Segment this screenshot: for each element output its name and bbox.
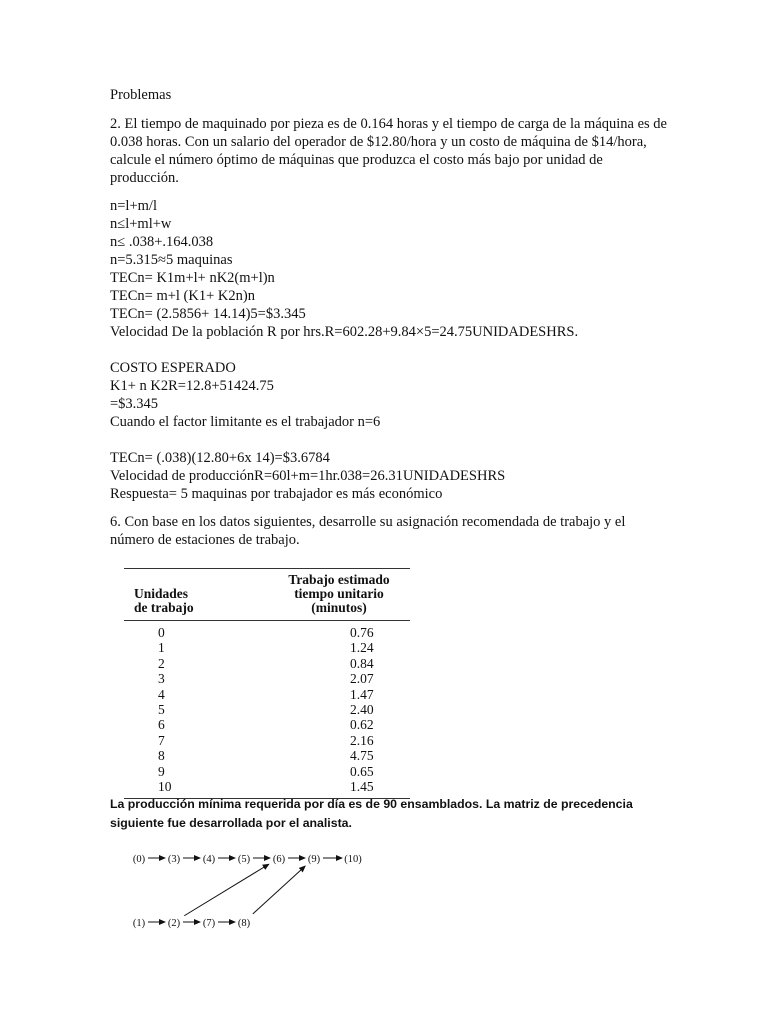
solution-line: Velocidad De la población R por hrs.R=602.28+9.84×5=24.75UNIDADESHRS. xyxy=(110,324,579,340)
unit-cell: 4 xyxy=(158,686,165,702)
diagram-node: (0) xyxy=(132,854,146,865)
table-row xyxy=(124,764,410,779)
production-note: La producción mínima requerida por día es de 90 ensamblados. La matriz de precedencia siguiente fue desarrollada por el analista. xyxy=(110,797,633,830)
unit-cell: 1 xyxy=(158,640,165,656)
table-row xyxy=(124,621,410,641)
time-cell: 0.65 xyxy=(350,763,374,779)
diagram-node: (1) xyxy=(132,918,146,929)
time-cell: 1.24 xyxy=(350,640,374,656)
unit-cell: 10 xyxy=(158,779,172,795)
solution-line: TECn= K1m+l+ nK2(m+l)n xyxy=(110,270,275,286)
table-header-units: Unidades de trabajo xyxy=(124,569,244,621)
table-row xyxy=(124,656,410,671)
time-cell: 1.45 xyxy=(350,779,374,795)
solution-line: TECn= m+l (K1+ K2n)n xyxy=(110,288,255,304)
solution-line: TECn= (2.5856+ 14.14)5=$3.345 xyxy=(110,306,306,322)
solution-line: Velocidad de producciónR=60l+m=1hr.038=26.31UNIDADESHRS xyxy=(110,468,506,484)
solution-line: n≤ .038+.164.038 xyxy=(110,234,214,250)
diagram-arrow xyxy=(253,866,305,914)
table-row xyxy=(124,733,410,748)
page-heading: Problemas xyxy=(110,87,172,103)
diagram-arrow xyxy=(184,864,269,916)
unit-cell: 8 xyxy=(158,748,165,764)
problem-2-text: 2. El tiempo de maquinado por pieza es de 0.164 horas y el tiempo de carga de la máquina es de 0.038 horas. Con un salario del operador de $12.80/hora y un costo de máquina de $14/hora, calcule el número óptimo de máquinas que produzca el costo más bajo por unidad de producción. xyxy=(110,116,667,186)
diagram-node: (10) xyxy=(344,854,362,865)
solution-block-1 xyxy=(110,197,670,341)
table-row xyxy=(124,702,410,717)
diagram-node: (4) xyxy=(202,854,216,865)
table-header-time: Trabajo estimado tiempo unitario (minutos) xyxy=(244,569,410,621)
solution-line: n=l+m/l xyxy=(110,198,157,214)
time-cell: 0.84 xyxy=(350,655,374,671)
time-cell: 1.47 xyxy=(350,686,374,702)
work-units-table xyxy=(124,568,410,799)
diagram-node: (3) xyxy=(167,854,181,865)
diagram-node: (2) xyxy=(167,918,181,929)
unit-cell: 2 xyxy=(158,655,165,671)
unit-cell: 6 xyxy=(158,717,165,733)
solution-line: n≤l+ml+w xyxy=(110,216,172,232)
solution-block-2 xyxy=(110,359,670,431)
time-cell: 2.07 xyxy=(350,671,374,687)
unit-cell: 3 xyxy=(158,671,165,687)
precedence-diagram xyxy=(125,842,385,932)
problem-6-text: 6. Con base en los datos siguientes, desarrolle su asignación recomendada de trabajo y el número de estaciones de trabajo. xyxy=(110,514,626,548)
table-row xyxy=(124,748,410,763)
time-cell: 4.75 xyxy=(350,748,374,764)
time-cell: 0.76 xyxy=(350,625,374,640)
time-cell: 0.62 xyxy=(350,717,374,733)
table-row xyxy=(124,717,410,732)
time-cell: 2.16 xyxy=(350,732,374,748)
unit-cell: 5 xyxy=(158,702,165,718)
table-row xyxy=(124,687,410,702)
unit-cell: 7 xyxy=(158,732,165,748)
diagram-node: (9) xyxy=(307,854,321,865)
solution-line: Cuando el factor limitante es el trabajador n=6 xyxy=(110,414,381,430)
diagram-node: (8) xyxy=(237,918,251,929)
solution-block-3 xyxy=(110,449,670,503)
diagram-node: (5) xyxy=(237,854,251,865)
solution-line: =$3.345 xyxy=(110,396,159,412)
solution-line: TECn= (.038)(12.80+6x 14)=$3.6784 xyxy=(110,450,330,466)
unit-cell: 9 xyxy=(158,763,165,779)
table-row xyxy=(124,671,410,686)
unit-cell: 0 xyxy=(158,625,165,640)
solution-line: COSTO ESPERADO xyxy=(110,360,236,376)
table-row xyxy=(124,640,410,655)
solution-line: K1+ n K2R=12.8+51424.75 xyxy=(110,378,274,394)
document-body xyxy=(110,86,670,567)
diagram-node: (7) xyxy=(202,918,216,929)
time-cell: 2.40 xyxy=(350,702,374,718)
diagram-node: (6) xyxy=(272,854,286,865)
solution-line: n=5.315≈5 maquinas xyxy=(110,252,233,268)
solution-line: Respuesta= 5 maquinas por trabajador es más económico xyxy=(110,486,443,502)
